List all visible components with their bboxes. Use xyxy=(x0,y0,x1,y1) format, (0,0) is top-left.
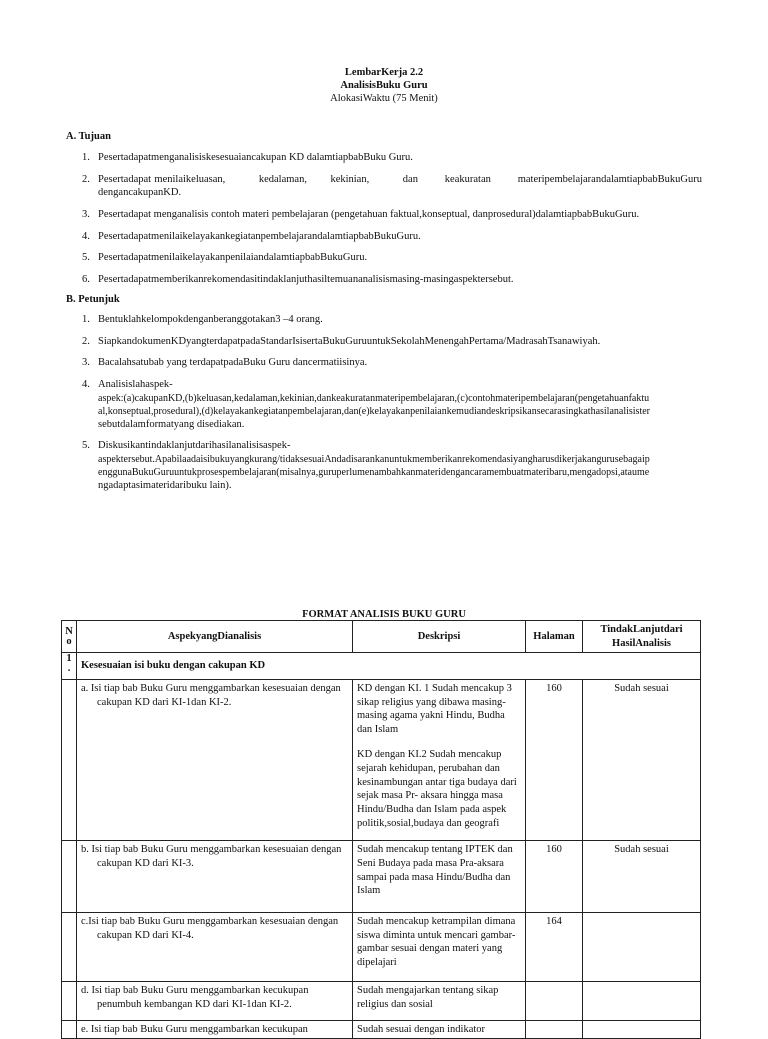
aspek-cell: c.Isi tiap bab Buku Guru menggambarkan kesesuaian dengan cakupan KD dari KI-4. xyxy=(77,912,353,982)
aspek-cell: a. Isi tiap bab Buku Guru menggambarkan kesesuaian dengan cakupan KD dari KI-1dan KI-2. xyxy=(77,679,353,840)
halaman-cell: 160 xyxy=(526,841,583,913)
deskripsi-cell: Sudah mencakup ketrampilan dimana siswa diminta untuk mencari gambar-gambar sesuai dengan materi yang dipelajari xyxy=(353,912,526,982)
tindak-lanjut-cell: Sudah sesuai xyxy=(583,841,701,913)
list-item: 3. Pesertadapat menganalisis contoh materi pembelajaran (pengetahuan faktual,konseptual, danprosedural)dalamtiapbabBukuGuru. xyxy=(82,208,640,220)
table-title: FORMAT ANALISIS BUKU GURU xyxy=(302,609,466,620)
aspek-cell: d. Isi tiap bab Buku Guru menggambarkan kecukupan penumbuh kembangan KD dari KI-1dan KI-2. xyxy=(77,982,353,1020)
deskripsi-cell: Sudah mencakup tentang IPTEK dan Seni Budaya pada masa Pra-aksara sampai pada masa Hindu/Budha dan Islam xyxy=(353,841,526,913)
table-row xyxy=(62,912,701,982)
deskripsi-cell: Sudah mengajarkan tentang sikap religius dan sosial xyxy=(353,982,526,1020)
table-row xyxy=(62,679,701,840)
time-allocation: AlokasiWaktu (75 Menit) xyxy=(330,93,438,104)
worksheet-title: LembarKerja 2.2 xyxy=(344,67,424,78)
document-header xyxy=(0,66,768,105)
header-tindak-lanjut: TindakLanjutdari HasilAnalisis xyxy=(583,621,701,653)
deskripsi-cell: KD dengan KI. 1 Sudah mencakup 3 sikap religius yang dibawa masing-masing agama yakni Hindu, Budha dan Islam KD dengan KI.2 Sudah mencakup sejarah kehidupan, perubahan dan kesinambungan antar tiga budaya dari sejak masa Pr- aksara hingga masa Hindu/Budha dan Islam pada aspek politik,sosial,budaya dan geografi xyxy=(353,679,526,840)
deskripsi-cell: Sudah sesuai dengan indikator xyxy=(353,1020,526,1039)
tindak-lanjut-cell xyxy=(583,912,701,982)
table-row xyxy=(62,1020,701,1039)
header-no: N o xyxy=(62,621,77,653)
list-item: 1. Bentuklahkelompokdenganberanggotakan3 –4 orang. xyxy=(82,314,323,325)
aspek-cell: b. Isi tiap bab Buku Guru menggambarkan kesesuaian dengan cakupan KD dari KI-3. xyxy=(77,841,353,913)
halaman-cell xyxy=(526,982,583,1020)
list-item: 6. Pesertadapatmemberikanrekomendasitindaklanjuthasiltemuananalisismasing-masingaspektersebut. xyxy=(82,273,514,285)
analysis-table xyxy=(61,620,701,1039)
header-deskripsi: Deskripsi xyxy=(353,621,526,653)
list-item: 1. Pesertadapatmenganalisiskesesuaiancakupan KD dalamtiapbabBuku Guru. xyxy=(82,152,413,163)
list-item: 2. SiapkandokumenKDyangterdapatpadaStandarIsisertaBukuGuruuntukSekolahMenengahPertama/MadrasahTsanawiyah. xyxy=(82,335,601,347)
list-item: 4. PesertadapatmenilaikelayakankegiatanpembelajarandalamtiapbabBukuGuru. xyxy=(82,230,421,242)
halaman-cell: 160 xyxy=(526,679,583,840)
section-b-title: B. Petunjuk xyxy=(66,294,120,305)
list-item: 5. PesertadapatmenilaikelayakanpenilaiandalamtiapbabBukuGuru. xyxy=(82,252,368,264)
group-title: Kesesuaian isi buku dengan cakupan KD xyxy=(77,653,701,680)
header-aspek: AspekyangDianalisis xyxy=(77,621,353,653)
table-group-row xyxy=(62,653,701,680)
halaman-cell xyxy=(526,1020,583,1039)
section-b-list xyxy=(66,313,702,500)
aspek-cell: e. Isi tiap bab Buku Guru menggambarkan kecukupan xyxy=(77,1020,353,1039)
list-item: 4. Analisislahaspek- aspek:(a)cakupanKD,(b)keluasan,kedalaman,kekinian,dankeakuratanmateripembelajaran,(c)contohmateripembelajaran(pengetahuanfaktu al,konseptual,prosedural),(d)kelayakankegiatanpembelajaran,dan(e)kelayakanpenilaiankemudiandeskripsikansecarasingkathasilanalisister sebutdalamformatyang disediakan. xyxy=(82,378,650,430)
section-a-list xyxy=(66,151,702,294)
list-item: 5. Diskusikantindaklanjutdarihasilanalisisaspek- aspektersebut.Apabilaadaisibukuyangkurang/tidaksesuaiAndadisarankanuntukmemberikanrekomendasiyangharusdikerjakangurusebagaip enggunaBukuGuruuntukprosespembelajaran(misalnya,guruperlumenambahkanmateridengancaramembuatmateribaru,mengadopsi,ataume ngadaptasimateridaribuku lain). xyxy=(82,440,650,491)
table-row xyxy=(62,982,701,1020)
halaman-cell: 164 xyxy=(526,912,583,982)
tindak-lanjut-cell: Sudah sesuai xyxy=(583,679,701,840)
header-halaman: Halaman xyxy=(526,621,583,653)
tindak-lanjut-cell xyxy=(583,1020,701,1039)
worksheet-subtitle: AnalisisBuku Guru xyxy=(340,80,428,91)
list-item: 3. Bacalahsatubab yang terdapatpadaBuku Guru dancermatiisinya. xyxy=(82,357,368,369)
section-a-title: A. Tujuan xyxy=(66,131,111,142)
table-header-row xyxy=(62,621,701,653)
list-item: 2. Pesertadapat menilaikeluasan, kedalaman, kekinian, dan keakuratan materipembelajarandalamtiapbabBukuGuru dengancakupanKD. xyxy=(82,173,702,199)
table-row xyxy=(62,841,701,913)
group-number: 1 . xyxy=(62,653,77,680)
tindak-lanjut-cell xyxy=(583,982,701,1020)
